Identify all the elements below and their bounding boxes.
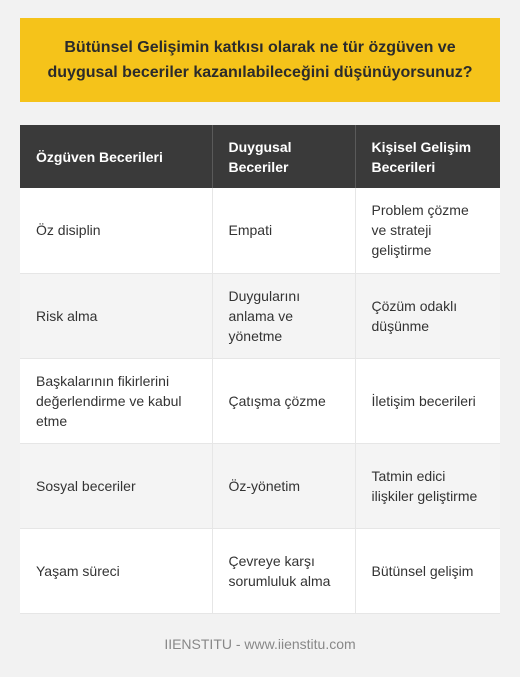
table-cell: Öz disiplin	[20, 188, 212, 273]
column-header-kisisel: Kişisel Gelişim Becerileri	[355, 125, 500, 188]
table-cell: Bütünsel gelişim	[355, 528, 500, 613]
table-cell: Başkalarının fikirlerini değerlendirme ve kabul etme	[20, 358, 212, 443]
table-cell: Tatmin edici ilişkiler geliştirme	[355, 443, 500, 528]
table-row	[20, 443, 500, 528]
table-row	[20, 273, 500, 358]
table-cell: Problem çözme ve strateji geliştirme	[355, 188, 500, 273]
table-cell: Çatışma çözme	[212, 358, 355, 443]
table-header-row	[20, 125, 500, 188]
skills-table	[20, 125, 500, 614]
table-row	[20, 528, 500, 613]
table-cell: İletişim becerileri	[355, 358, 500, 443]
column-header-ozguven: Özgüven Becerileri	[20, 125, 212, 188]
table-cell: Risk alma	[20, 273, 212, 358]
table-cell: Empati	[212, 188, 355, 273]
footer-credit: IIENSTITU - www.iienstitu.com	[164, 636, 356, 652]
table-cell: Öz-yönetim	[212, 443, 355, 528]
table-cell: Çözüm odaklı düşünme	[355, 273, 500, 358]
table-row	[20, 188, 500, 273]
page-title: Bütünsel Gelişimin katkısı olarak ne tür özgüven ve duygusal beceriler kazanılabileceğini düşünüyorsunuz?	[47, 39, 473, 81]
table-cell: Yaşam süreci	[20, 528, 212, 613]
column-header-duygusal: Duygusal Beceriler	[212, 125, 355, 188]
title-banner	[20, 18, 500, 102]
table-row	[20, 358, 500, 443]
table-cell: Duygularını anlama ve yönetme	[212, 273, 355, 358]
table-cell: Çevreye karşı sorumluluk alma	[212, 528, 355, 613]
table-cell: Sosyal beceriler	[20, 443, 212, 528]
